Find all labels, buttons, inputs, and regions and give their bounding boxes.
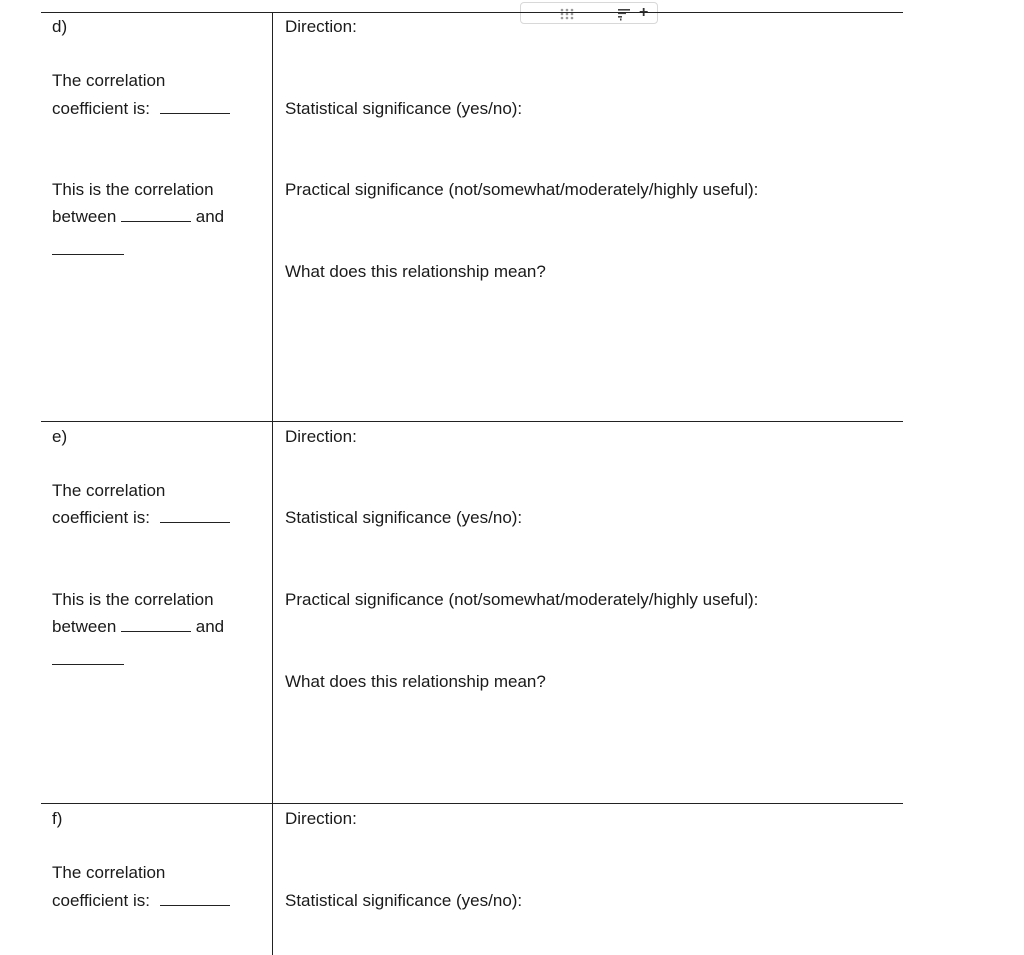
practical-significance-label: Practical significance (not/somewhat/moderately/highly useful): bbox=[285, 180, 759, 199]
coefficient-label-line1: The correlation bbox=[52, 481, 166, 500]
variable-one-blank[interactable] bbox=[121, 617, 191, 632]
variable-two-line bbox=[52, 240, 124, 260]
variable-two-line bbox=[52, 650, 124, 670]
coefficient-label-text: coefficient is: bbox=[52, 891, 150, 910]
between-word: between bbox=[52, 617, 117, 636]
between-label-line1: This is the correlation bbox=[52, 590, 214, 609]
row-divider-e bbox=[41, 421, 903, 422]
statistical-significance-label: Statistical significance (yes/no): bbox=[285, 508, 523, 527]
coefficient-blank[interactable] bbox=[160, 891, 230, 906]
direction-label: Direction: bbox=[285, 427, 357, 446]
table-toolbar bbox=[520, 2, 658, 24]
coefficient-label-line1: The correlation bbox=[52, 863, 166, 882]
drag-grip-icon[interactable] bbox=[559, 8, 575, 20]
variable-one-blank[interactable] bbox=[121, 207, 191, 222]
between-word: between bbox=[52, 207, 117, 226]
section-label: e) bbox=[52, 427, 68, 446]
section-label: f) bbox=[52, 809, 63, 828]
and-word: and bbox=[195, 207, 225, 226]
coefficient-blank[interactable] bbox=[160, 99, 230, 114]
column-divider bbox=[272, 12, 273, 955]
between-label-line1: This is the correlation bbox=[52, 180, 214, 199]
relationship-meaning-label: What does this relationship mean? bbox=[285, 262, 546, 281]
sort-icon[interactable] bbox=[617, 7, 631, 21]
coefficient-label-line2 bbox=[52, 508, 230, 528]
coefficient-blank[interactable] bbox=[160, 508, 230, 523]
direction-label: Direction: bbox=[285, 809, 357, 828]
section-label: d) bbox=[52, 17, 68, 36]
plus-icon[interactable] bbox=[639, 4, 648, 22]
variable-two-blank[interactable] bbox=[52, 240, 124, 255]
and-word: and bbox=[195, 617, 225, 636]
row-divider-f bbox=[41, 803, 903, 804]
coefficient-label-text: coefficient is: bbox=[52, 508, 150, 527]
between-label-line2 bbox=[52, 617, 224, 637]
coefficient-label-line2 bbox=[52, 891, 230, 911]
statistical-significance-label: Statistical significance (yes/no): bbox=[285, 891, 523, 910]
coefficient-label-line1: The correlation bbox=[52, 71, 166, 90]
table-border-top bbox=[41, 12, 903, 13]
coefficient-label-line2 bbox=[52, 99, 230, 119]
variable-two-blank[interactable] bbox=[52, 650, 124, 665]
relationship-meaning-label: What does this relationship mean? bbox=[285, 672, 546, 691]
coefficient-label-text: coefficient is: bbox=[52, 99, 150, 118]
practical-significance-label: Practical significance (not/somewhat/moderately/highly useful): bbox=[285, 590, 759, 609]
statistical-significance-label: Statistical significance (yes/no): bbox=[285, 99, 523, 118]
between-label-line2 bbox=[52, 207, 224, 227]
direction-label: Direction: bbox=[285, 17, 357, 36]
